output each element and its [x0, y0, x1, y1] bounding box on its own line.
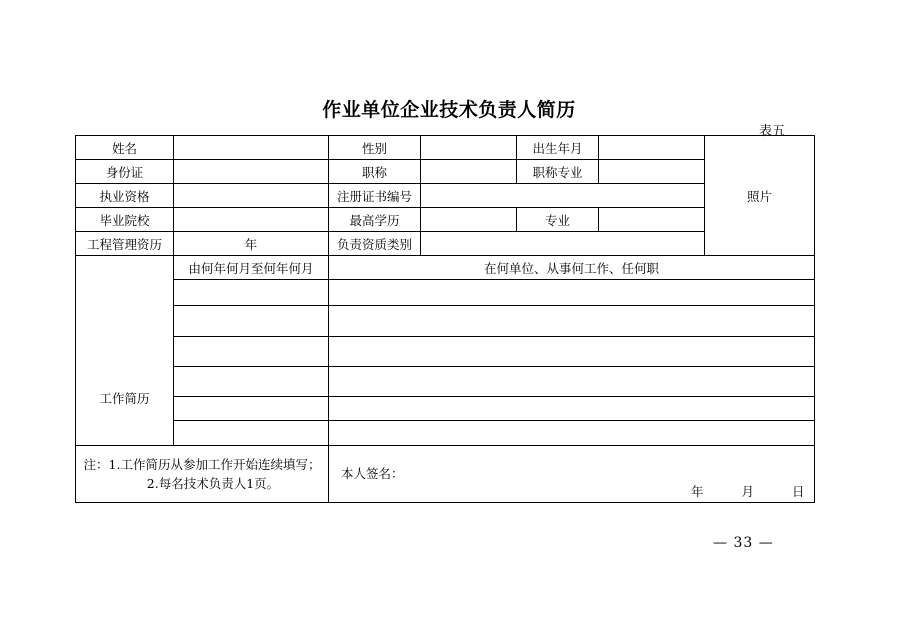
- qualification-label: 执业资格: [76, 184, 174, 208]
- title-major-field[interactable]: [599, 160, 705, 184]
- history-position-cell[interactable]: [329, 420, 815, 445]
- mgmt-years-field[interactable]: 年: [174, 232, 329, 256]
- mgmt-years-label: 工程管理资历: [76, 232, 174, 256]
- signature-cell[interactable]: [329, 445, 815, 502]
- table-tag: 表五: [759, 124, 786, 139]
- school-label: 毕业院校: [76, 208, 174, 232]
- cert-no-label: 注册证书编号: [329, 184, 421, 208]
- date-day-label: 日: [791, 483, 805, 499]
- history-position-cell[interactable]: [329, 336, 815, 366]
- title-field[interactable]: [421, 160, 517, 184]
- signature-date: [691, 482, 804, 500]
- date-year-label: 年: [691, 483, 704, 499]
- history-period-cell[interactable]: [174, 420, 329, 445]
- notes-cell: [76, 445, 329, 502]
- resume-form-table: [75, 135, 815, 503]
- id-field[interactable]: [174, 160, 329, 184]
- history-period-cell[interactable]: [174, 336, 329, 366]
- page-number: — 33 —: [713, 535, 774, 551]
- qual-category-label: 负责资质类别: [329, 232, 421, 256]
- history-period-cell[interactable]: [174, 366, 329, 396]
- gender-label: 性别: [329, 136, 421, 160]
- date-month-label: 月: [741, 483, 754, 499]
- education-field[interactable]: [421, 208, 517, 232]
- period-header: 由何年何月至何年何月: [174, 256, 329, 280]
- history-position-cell[interactable]: [329, 280, 815, 306]
- qual-category-field[interactable]: [421, 232, 705, 256]
- id-label: 身份证: [76, 160, 174, 184]
- major-field[interactable]: [599, 208, 705, 232]
- birth-label: 出生年月: [517, 136, 599, 160]
- history-period-cell[interactable]: [174, 306, 329, 336]
- note-line-1: 注：1.工作简历从参加工作开始连续填写；: [83, 456, 321, 472]
- birth-field[interactable]: [599, 136, 705, 160]
- school-field[interactable]: [174, 208, 329, 232]
- major-label: 专业: [517, 208, 599, 232]
- photo-box: 照片: [705, 136, 815, 256]
- title-major-label: 职称专业: [517, 160, 599, 184]
- signature-label: 本人签名：: [341, 465, 404, 481]
- work-history-label: 工作简历: [76, 256, 174, 445]
- history-period-cell[interactable]: [174, 396, 329, 420]
- document-title: 作业单位企业技术负责人简历: [322, 99, 576, 121]
- history-position-cell[interactable]: [329, 306, 815, 336]
- cert-no-field[interactable]: [421, 184, 705, 208]
- education-label: 最高学历: [329, 208, 421, 232]
- title-label: 职称: [329, 160, 421, 184]
- name-label: 姓名: [76, 136, 174, 160]
- gender-field[interactable]: [421, 136, 517, 160]
- history-period-cell[interactable]: [174, 280, 329, 306]
- history-position-cell[interactable]: [329, 366, 815, 396]
- position-header: 在何单位、从事何工作、任何职: [329, 256, 815, 280]
- history-position-cell[interactable]: [329, 396, 815, 420]
- name-field[interactable]: [174, 136, 329, 160]
- note-line-2: 2.每名技术负责人1页。: [146, 475, 280, 491]
- qualification-field[interactable]: [174, 184, 329, 208]
